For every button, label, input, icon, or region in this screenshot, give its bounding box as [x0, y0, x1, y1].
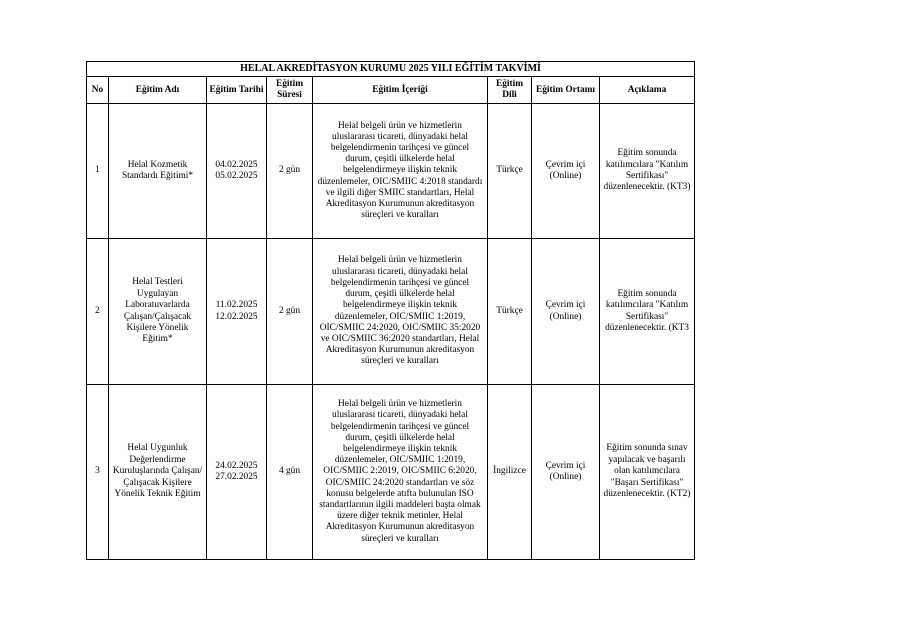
header-no: No [87, 77, 109, 104]
table-row [87, 239, 695, 385]
header-duration: Eğitim Süresi [267, 77, 313, 104]
training-medium [532, 385, 600, 560]
header-name: Eğitim Adı [109, 77, 207, 104]
training-language: Türkçe [488, 104, 532, 239]
header-date: Eğitim Tarihi [207, 77, 267, 104]
date-end: 05.02.2025 [215, 171, 258, 181]
date-end: 12.02.2025 [215, 311, 258, 322]
training-name: Helal Uygunluk Değerlendirme Kuruluşlarında Çalışan/Çalışacak Kişilere Yönelik Teknik Eğitim [109, 385, 207, 560]
date-start: 24.02.2025 [215, 460, 258, 471]
medium-line-1: Çevrim içi [545, 460, 586, 471]
medium-line-2: (Online) [549, 171, 582, 181]
table-row [87, 104, 695, 239]
date-start: 04.02.2025 [215, 159, 258, 170]
header-medium: Eğitim Ortamı [532, 77, 600, 104]
row-no: 2 [87, 239, 109, 385]
training-name: Helal Testleri Uygulayan Laboratuvarlarda Çalışan/Çalışacak Kişilere Yönelik Eğitim* [109, 239, 207, 385]
medium-line-1: Çevrim içi [545, 159, 586, 170]
table-title: HELAL AKREDİTASYON KURUMU 2025 YILI EĞİTİM TAKVİMİ [87, 62, 695, 77]
date-start: 11.02.2025 [215, 300, 258, 311]
training-date [207, 104, 267, 239]
training-duration: 2 gün [267, 239, 313, 385]
medium-line-2: (Online) [549, 472, 582, 482]
medium-line-2: (Online) [549, 311, 582, 322]
training-content: Helal belgeli ürün ve hizmetlerin uluslararası ticareti, dünyadaki helal belgelendirmenin tarihçesi ve güncel durum, çeşitli ülkelerde helal belgelendirmeye ilişkin teknik düzenlemeler, OIC/SMIIC 1:2019, OIC/SMIIC 2:2019, OIC/SMIIC 6:2020, OIC/SMIIC 24:2020 standartları ve söz konusu belgelerde atıfta bulunulan ISO standartlarının ilgili maddeleri başta olmak üzere diğer teknik metinler, Helal Akreditasyon Kurumunun akreditasyon süreçleri ve kuralları [313, 385, 488, 560]
training-medium [532, 104, 600, 239]
row-no: 1 [87, 104, 109, 239]
date-end: 27.02.2025 [215, 472, 258, 482]
table-row [87, 385, 695, 560]
training-name: Helal Kozmetik Standardı Eğitimi* [109, 104, 207, 239]
header-language: Eğitim Dili [488, 77, 532, 104]
header-description: Açıklama [600, 77, 695, 104]
header-content: Eğitim İçeriği [313, 77, 488, 104]
training-duration: 2 gün [267, 104, 313, 239]
training-date [207, 239, 267, 385]
training-description: Eğitim sonunda sınav yapılacak ve başarılı olan katılımcılara "Başarı Sertifikası" düzenlenecektir. (KT2) [600, 385, 695, 560]
training-language: Türkçe [488, 239, 532, 385]
medium-line-1: Çevrim içi [545, 300, 586, 311]
training-description: Eğitim sonunda katılımcılara "Katılım Sertifikası" düzenlenecektir. (KT3) [600, 104, 695, 239]
training-content: Helal belgeli ürün ve hizmetlerin uluslararası ticareti, dünyadaki helal belgelendirmenin tarihçesi ve güncel durum, çeşitli ülkelerde helal belgelendirmeye ilişkin teknik düzenlemeler, OIC/SMIIC 4:2018 standardı ve ilgili diğer SMIIC standartları, Helal Akreditasyon Kurumunun akreditasyon süreçleri ve kuralları [313, 104, 488, 239]
training-date [207, 385, 267, 560]
training-language: İngilizce [488, 385, 532, 560]
training-duration: 4 gün [267, 385, 313, 560]
training-calendar-table [86, 61, 695, 560]
row-no: 3 [87, 385, 109, 560]
training-content: Helal belgeli ürün ve hizmetlerin uluslararası ticareti, dünyadaki helal belgelendirmenin tarihçesi ve güncel durum, çeşitli ülkelerde helal belgelendirmeye ilişkin teknik düzenlemeler, OIC/SMIIC 1:2019, OIC/SMIIC 24:2020, OIC/SMIIC 35:2020 ve OIC/SMIIC 36:2020 standartları, Helal Akreditasyon Kurumunun akreditasyon süreçleri ve kuralları [313, 239, 488, 385]
training-description: Eğitim sonunda katılımcılara "Katılım Sertifikası" düzenlenecektir. (KT3 [600, 239, 695, 385]
training-medium [532, 239, 600, 385]
